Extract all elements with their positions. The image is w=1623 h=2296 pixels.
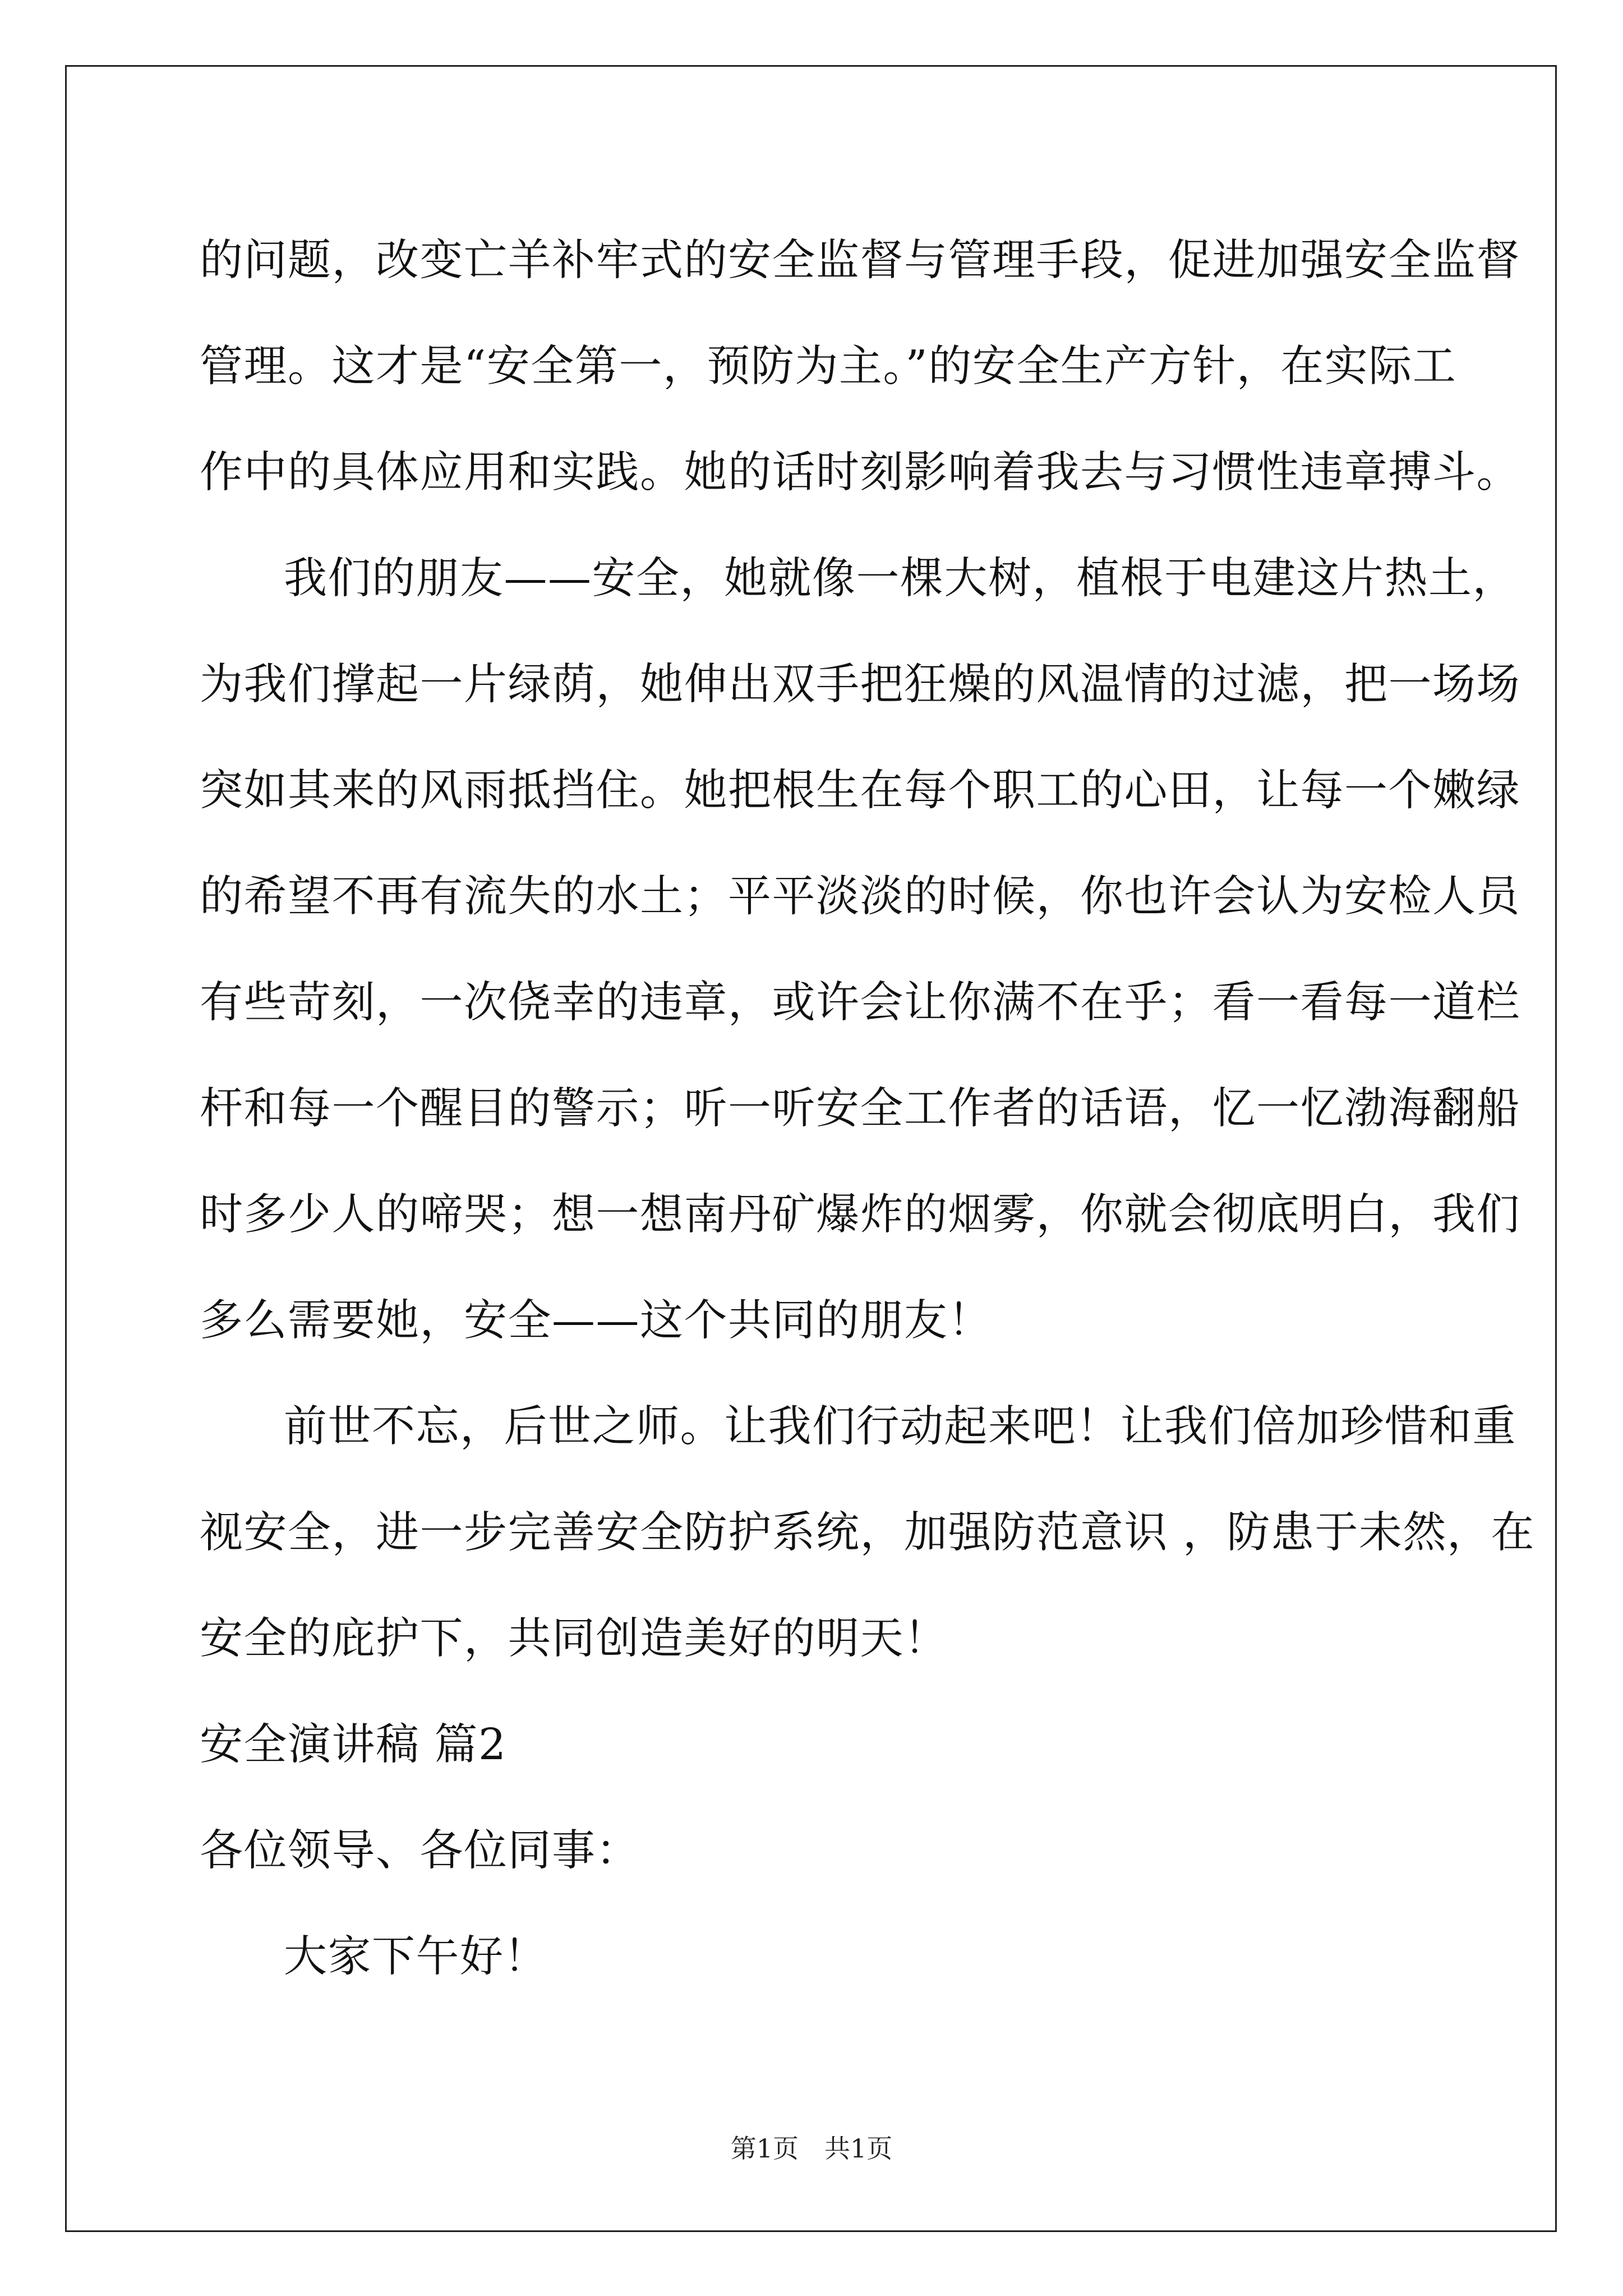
text-line: 时多少人的啼哭；想一想南丹矿爆炸的烟雾，你就会彻底明白，我们	[200, 1190, 1520, 1240]
text-line: 视安全，进一步完善安全防护系统，加强防范意识 ，防患于未然，在	[200, 1508, 1535, 1558]
section-heading: 安全演讲稿 篇2	[200, 1720, 507, 1770]
text-line: 安全的庇护下，共同创造美好的明天！	[200, 1614, 948, 1664]
paragraph-start-line: 我们的朋友——安全，她就像一棵大树，植根于电建这片热土，	[284, 554, 1516, 604]
paragraph-start-line: 前世不忘，后世之师。让我们行动起来吧！让我们倍加珍惜和重	[284, 1402, 1516, 1452]
text-line: 杆和每一个醒目的警示；听一听安全工作者的话语，忆一忆渤海翻船	[200, 1084, 1520, 1134]
text-line: 管理。这才是“安全第一，预防为主。”的安全生产方针，在实际工	[200, 342, 1457, 392]
document-body	[200, 208, 1535, 2010]
text-line: 为我们撑起一片绿荫，她伸出双手把狂燥的风温情的过滤，把一场场	[200, 660, 1520, 710]
text-line: 有些苛刻，一次侥幸的违章，或许会让你满不在乎；看一看每一道栏	[200, 978, 1520, 1028]
text-line: 作中的具体应用和实践。她的话时刻影响着我去与习惯性违章搏斗。	[200, 448, 1520, 498]
page-footer: 第1页 共1页	[730, 2133, 893, 2164]
text-line: 的问题，改变亡羊补牢式的安全监督与管理手段，促进加强安全监督	[200, 236, 1520, 286]
text-line: 多么需要她，安全——这个共同的朋友！	[200, 1296, 992, 1346]
text-line: 突如其来的风雨抵挡住。她把根生在每个职工的心田，让每一个嫩绿	[200, 766, 1520, 816]
salutation: 各位领导、各位同事：	[200, 1826, 640, 1876]
greeting: 大家下午好！	[284, 1932, 548, 1982]
text-line: 的希望不再有流失的水土；平平淡淡的时候，你也许会认为安检人员	[200, 872, 1520, 922]
